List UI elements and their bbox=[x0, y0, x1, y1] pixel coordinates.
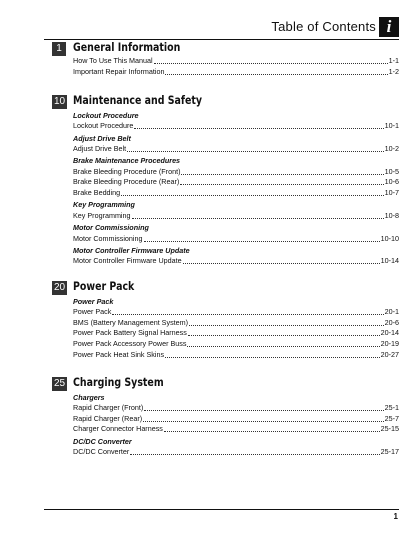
dot-leader bbox=[187, 346, 379, 347]
toc-entry[interactable] bbox=[73, 447, 399, 458]
toc-entry-page: 10-7 bbox=[384, 187, 399, 197]
section-header bbox=[52, 94, 399, 110]
dot-leader bbox=[183, 263, 380, 264]
toc-entry[interactable] bbox=[73, 256, 399, 267]
dot-leader bbox=[154, 63, 388, 64]
toc-entry-label: Adjust Drive Belt bbox=[73, 144, 127, 153]
toc-entry-page: 10-14 bbox=[380, 256, 399, 266]
toc-entry[interactable] bbox=[73, 188, 399, 199]
subsection-title: Motor Commissioning bbox=[73, 223, 149, 233]
toc-entry[interactable] bbox=[73, 403, 399, 414]
toc-entry-page: 1-2 bbox=[388, 66, 399, 76]
section-title: Maintenance and Safety bbox=[73, 93, 203, 107]
dot-leader bbox=[134, 128, 383, 129]
toc-entry-label: How To Use This Manual bbox=[73, 56, 153, 65]
dot-leader bbox=[127, 151, 383, 152]
section-header bbox=[52, 280, 399, 296]
toc-entry-page: 10-2 bbox=[384, 144, 399, 153]
section-title: Power Pack bbox=[73, 279, 135, 293]
section-title: Charging System bbox=[73, 375, 164, 389]
subsection-title: Motor Controller Firmware Update bbox=[73, 245, 190, 255]
toc-entry-page: 25-1 bbox=[384, 403, 399, 413]
toc-entry-page: 25-7 bbox=[384, 413, 399, 423]
toc-entry-label: Power Pack Battery Signal Harness bbox=[73, 328, 187, 338]
toc-entry-label: Rapid Charger (Front) bbox=[73, 403, 144, 413]
toc-entry-page: 20-1 bbox=[384, 307, 399, 317]
subsection-title: Chargers bbox=[73, 392, 105, 402]
section-header bbox=[52, 376, 399, 392]
dot-leader bbox=[143, 421, 384, 422]
toc-section bbox=[52, 279, 399, 359]
section-number-badge: 20 bbox=[54, 282, 66, 293]
toc-entry[interactable] bbox=[73, 307, 399, 318]
toc-section bbox=[52, 93, 399, 266]
dot-leader bbox=[130, 454, 379, 455]
toc-entry[interactable] bbox=[73, 211, 399, 222]
toc-entry-label: Brake Bedding bbox=[73, 187, 121, 197]
toc-entry-page: 1-1 bbox=[388, 56, 399, 65]
section-title: General Information bbox=[73, 40, 181, 54]
section-entries bbox=[73, 56, 399, 77]
dot-leader bbox=[189, 325, 384, 326]
toc-entry-page: 10-6 bbox=[384, 177, 399, 187]
section-entries bbox=[73, 295, 399, 360]
dot-leader bbox=[112, 314, 383, 315]
section-entries bbox=[73, 109, 399, 267]
toc-entry-label: DC/DC Converter bbox=[73, 447, 130, 457]
toc-entry-label: Power Pack Accessory Power Buss bbox=[73, 338, 187, 348]
subsection-title: Key Programming bbox=[73, 200, 135, 210]
dot-leader bbox=[181, 174, 383, 175]
toc-entry[interactable] bbox=[73, 56, 399, 67]
toc-entry[interactable] bbox=[73, 424, 399, 435]
dot-leader bbox=[144, 410, 383, 411]
toc-entry[interactable] bbox=[73, 350, 399, 361]
section-header bbox=[52, 41, 399, 57]
toc-entry-label: Charger Connector Harness bbox=[73, 424, 163, 434]
toc-entry-label: Motor Commissioning bbox=[73, 233, 143, 243]
page-title: Table of Contents bbox=[271, 19, 376, 34]
toc-section bbox=[52, 40, 399, 76]
toc-entry-label: Power Pack bbox=[73, 307, 112, 317]
section-number-badge: 10 bbox=[54, 96, 66, 107]
toc-entry-label: Important Repair Information bbox=[73, 66, 165, 76]
toc-entry[interactable] bbox=[73, 121, 399, 132]
subsection-title: DC/DC Converter bbox=[73, 436, 132, 446]
toc-entry[interactable] bbox=[73, 328, 399, 339]
toc-entry[interactable] bbox=[73, 234, 399, 245]
toc-entry[interactable] bbox=[73, 67, 399, 78]
dot-leader bbox=[121, 195, 383, 196]
dot-leader bbox=[164, 431, 380, 432]
subsection-title: Brake Maintenance Procedures bbox=[73, 156, 181, 166]
page-number: 1 bbox=[393, 512, 398, 521]
toc-entry-page: 20-14 bbox=[380, 328, 399, 338]
footer-rule bbox=[44, 509, 399, 510]
toc-entry-page: 10-8 bbox=[384, 210, 399, 220]
toc-entry-page: 20-27 bbox=[380, 349, 399, 359]
subsection-title: Adjust Drive Belt bbox=[73, 133, 131, 143]
toc-entry-label: Lockout Procedure bbox=[73, 121, 134, 131]
toc-entry-label: Key Programming bbox=[73, 210, 131, 220]
toc-entry-label: Power Pack Heat Sink Skins bbox=[73, 349, 165, 359]
subsection-title: Power Pack bbox=[73, 296, 114, 306]
toc-entry-label: Motor Controller Firmware Update bbox=[73, 256, 182, 266]
toc-entry[interactable] bbox=[73, 414, 399, 425]
toc-entry-page: 25-15 bbox=[380, 424, 399, 434]
toc-entry-page: 20-6 bbox=[384, 317, 399, 327]
toc-entry-label: Brake Bleeding Procedure (Front) bbox=[73, 166, 181, 176]
toc-entry-label: BMS (Battery Management System) bbox=[73, 317, 189, 327]
section-entries bbox=[73, 391, 399, 458]
dot-leader bbox=[180, 184, 383, 185]
toc-entry-page: 10-10 bbox=[380, 233, 399, 243]
section-number-badge: 1 bbox=[52, 42, 66, 56]
toc-entry[interactable] bbox=[73, 318, 399, 329]
toc-entry-page: 10-5 bbox=[384, 166, 399, 176]
toc-entry-label: Rapid Charger (Rear) bbox=[73, 413, 143, 423]
toc-section bbox=[52, 375, 399, 457]
subsection-title: Lockout Procedure bbox=[73, 110, 139, 120]
dot-leader bbox=[132, 218, 384, 219]
toc-entry-page: 10-1 bbox=[384, 121, 399, 131]
toc-entry[interactable] bbox=[73, 339, 399, 350]
toc-entry[interactable] bbox=[73, 144, 399, 155]
dot-leader bbox=[165, 74, 387, 75]
toc-entry-page: 20-19 bbox=[380, 338, 399, 348]
info-icon: i bbox=[379, 17, 399, 37]
toc-entry[interactable] bbox=[73, 177, 399, 188]
dot-leader bbox=[165, 357, 380, 358]
section-number-badge: 25 bbox=[54, 378, 66, 389]
toc-entry-label: Brake Bleeding Procedure (Rear) bbox=[73, 177, 180, 187]
toc-entry[interactable] bbox=[73, 167, 399, 178]
toc-entry-page: 25-17 bbox=[380, 447, 399, 457]
dot-leader bbox=[188, 335, 380, 336]
dot-leader bbox=[144, 241, 380, 242]
